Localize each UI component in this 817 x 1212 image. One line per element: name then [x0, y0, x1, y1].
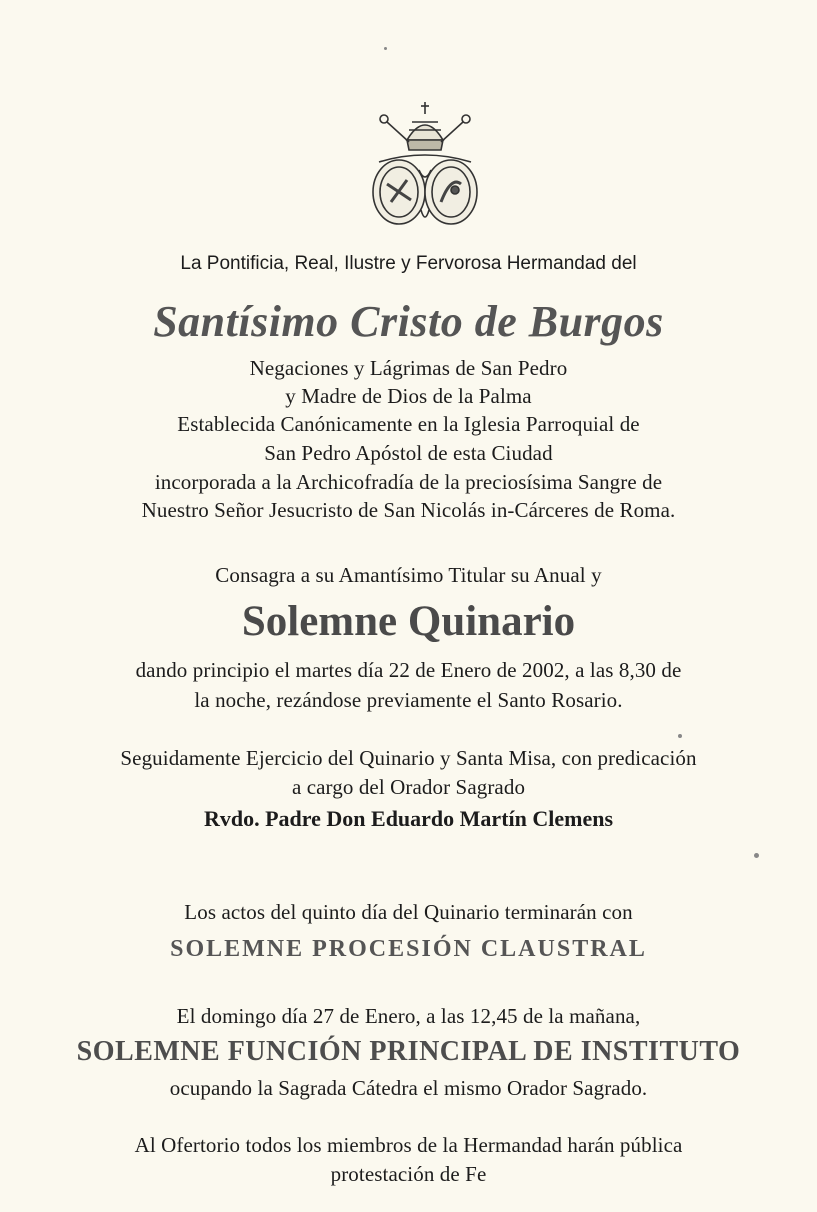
- sunday-line: El domingo día 27 de Enero, a las 12,45 de la mañana,: [176, 1004, 641, 1028]
- offertory-line: protestación de Fe: [330, 1162, 487, 1186]
- subtitle-line: y Madre de Dios de la Palma: [285, 384, 532, 408]
- start-line: dando principio el martes día 22 de Enero de 2002, a las 8,30 de: [135, 658, 682, 682]
- consagra-line: Consagra a su Amantísimo Titular su Anual y: [215, 563, 602, 587]
- offertory-line: Al Ofertorio todos los miembros de la Hermandad harán pública: [134, 1133, 683, 1157]
- subtitle-line: San Pedro Apóstol de esta Ciudad: [264, 441, 553, 465]
- sermon-line: Seguidamente Ejercicio del Quinario y Santa Misa, con predicación: [120, 746, 697, 770]
- pulpit-line: ocupando la Sagrada Cátedra el mismo Orador Sagrado.: [169, 1076, 648, 1100]
- brotherhood-title: Santísimo Cristo de Burgos: [153, 297, 664, 346]
- paper-speck: [384, 47, 387, 50]
- main-function-heading: SOLEMNE FUNCIÓN PRINCIPAL DE INSTITUTO: [76, 1036, 741, 1067]
- orator-name: Rvdo. Padre Don Eduardo Martín Clemens: [203, 806, 614, 831]
- procession-heading: SOLEMNE PROCESIÓN CLAUSTRAL: [170, 936, 647, 962]
- sermon-line: a cargo del Orador Sagrado: [291, 775, 526, 799]
- brotherhood-coat-of-arms: [357, 100, 493, 228]
- paper-speck: [754, 853, 759, 858]
- event-title: Solemne Quinario: [241, 598, 576, 645]
- subtitle-line: Establecida Canónicamente en la Iglesia Parroquial de: [177, 412, 640, 436]
- start-line: la noche, rezándose previamente el Santo Rosario.: [194, 688, 623, 712]
- paper-speck: [678, 734, 682, 738]
- subtitle-line: Negaciones y Lágrimas de San Pedro: [249, 356, 568, 380]
- intro-line: La Pontificia, Real, Ilustre y Fervorosa Hermandad del: [180, 253, 637, 274]
- subtitle-line: Nuestro Señor Jesucristo de San Nicolás in-Cárceres de Roma.: [141, 498, 676, 522]
- subtitle-line: incorporada a la Archicofradía de la preciosísima Sangre de: [154, 470, 663, 494]
- fifth-day-line: Los actos del quinto día del Quinario terminarán con: [184, 900, 633, 924]
